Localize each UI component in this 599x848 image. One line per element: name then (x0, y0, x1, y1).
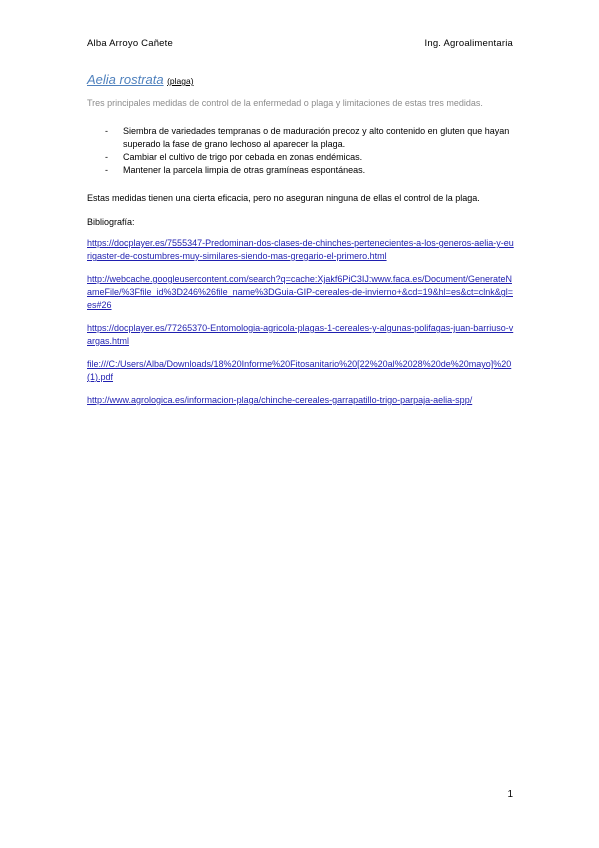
degree-name: Ing. Agroalimentaria (424, 38, 513, 49)
measure-text: Mantener la parcela limpia de otras gramíneas espontáneas. (123, 165, 366, 175)
list-bullet: - (105, 126, 108, 136)
author-name: Alba Arroyo Cañete (87, 38, 173, 49)
bibliography-links (87, 237, 514, 407)
bibliography-link[interactable]: https://docplayer.es/77265370-Entomologia-agricola-plagas-1-cereales-y-algunas-polifagas-juan-barriuso-vargas.html (87, 323, 514, 346)
bibliography-link[interactable]: http://webcache.googleusercontent.com/search?q=cache:Xjakf6PiC3IJ:www.faca.es/Document/GenerateNameFile/%3Ffile_id%3D246%26file_name%3DGuia-GIP-cereales-de-invierno+&cd=19&hl=es&ct=clnk&gl=es#26 (87, 274, 513, 310)
list-item (87, 125, 514, 151)
page-number: 1 (507, 789, 513, 800)
title-link[interactable]: Aelia rostrata (87, 72, 164, 87)
bibliography-link[interactable]: http://www.agrologica.es/informacion-plaga/chinche-cereales-garrapatillo-trigo-parpaja-aelia-spp/ (87, 395, 473, 405)
page-header (87, 38, 513, 52)
note-paragraph: Estas medidas tienen una cierta eficacia, pero no aseguran ninguna de ellas el control de la plaga. (87, 193, 480, 203)
page-title (87, 72, 514, 87)
list-bullet: - (105, 152, 108, 162)
document-body (87, 72, 514, 417)
list-item (87, 151, 514, 164)
list-bullet: - (105, 165, 108, 175)
measure-text: Cambiar el cultivo de trigo por cebada en zonas endémicas. (123, 152, 363, 162)
subtitle: Tres principales medidas de control de la enfermedad o plaga y limitaciones de estas tres medidas. (87, 98, 483, 108)
bibliography-title: Bibliografía: (87, 217, 135, 227)
measure-text: Siembra de variedades tempranas o de maduración precoz y alto contenido en gluten que hayan superado la fase de grano lechoso al aparecer la plaga. (123, 126, 510, 149)
title-tag: (plaga) (167, 76, 194, 86)
list-item (87, 164, 514, 177)
bibliography-link[interactable]: file:///C:/Users/Alba/Downloads/18%20Informe%20Fitosanitario%20[22%20al%2028%20de%20mayo]%20(1).pdf (87, 359, 512, 382)
bibliography-link[interactable]: https://docplayer.es/7555347-Predominan-dos-clases-de-chinches-pertenecientes-a-los-generos-aelia-y-eurigaster-de-costumbres-muy-similares-siendo-mas-gregario-el-primero.html (87, 238, 514, 261)
measures-list (87, 125, 514, 177)
